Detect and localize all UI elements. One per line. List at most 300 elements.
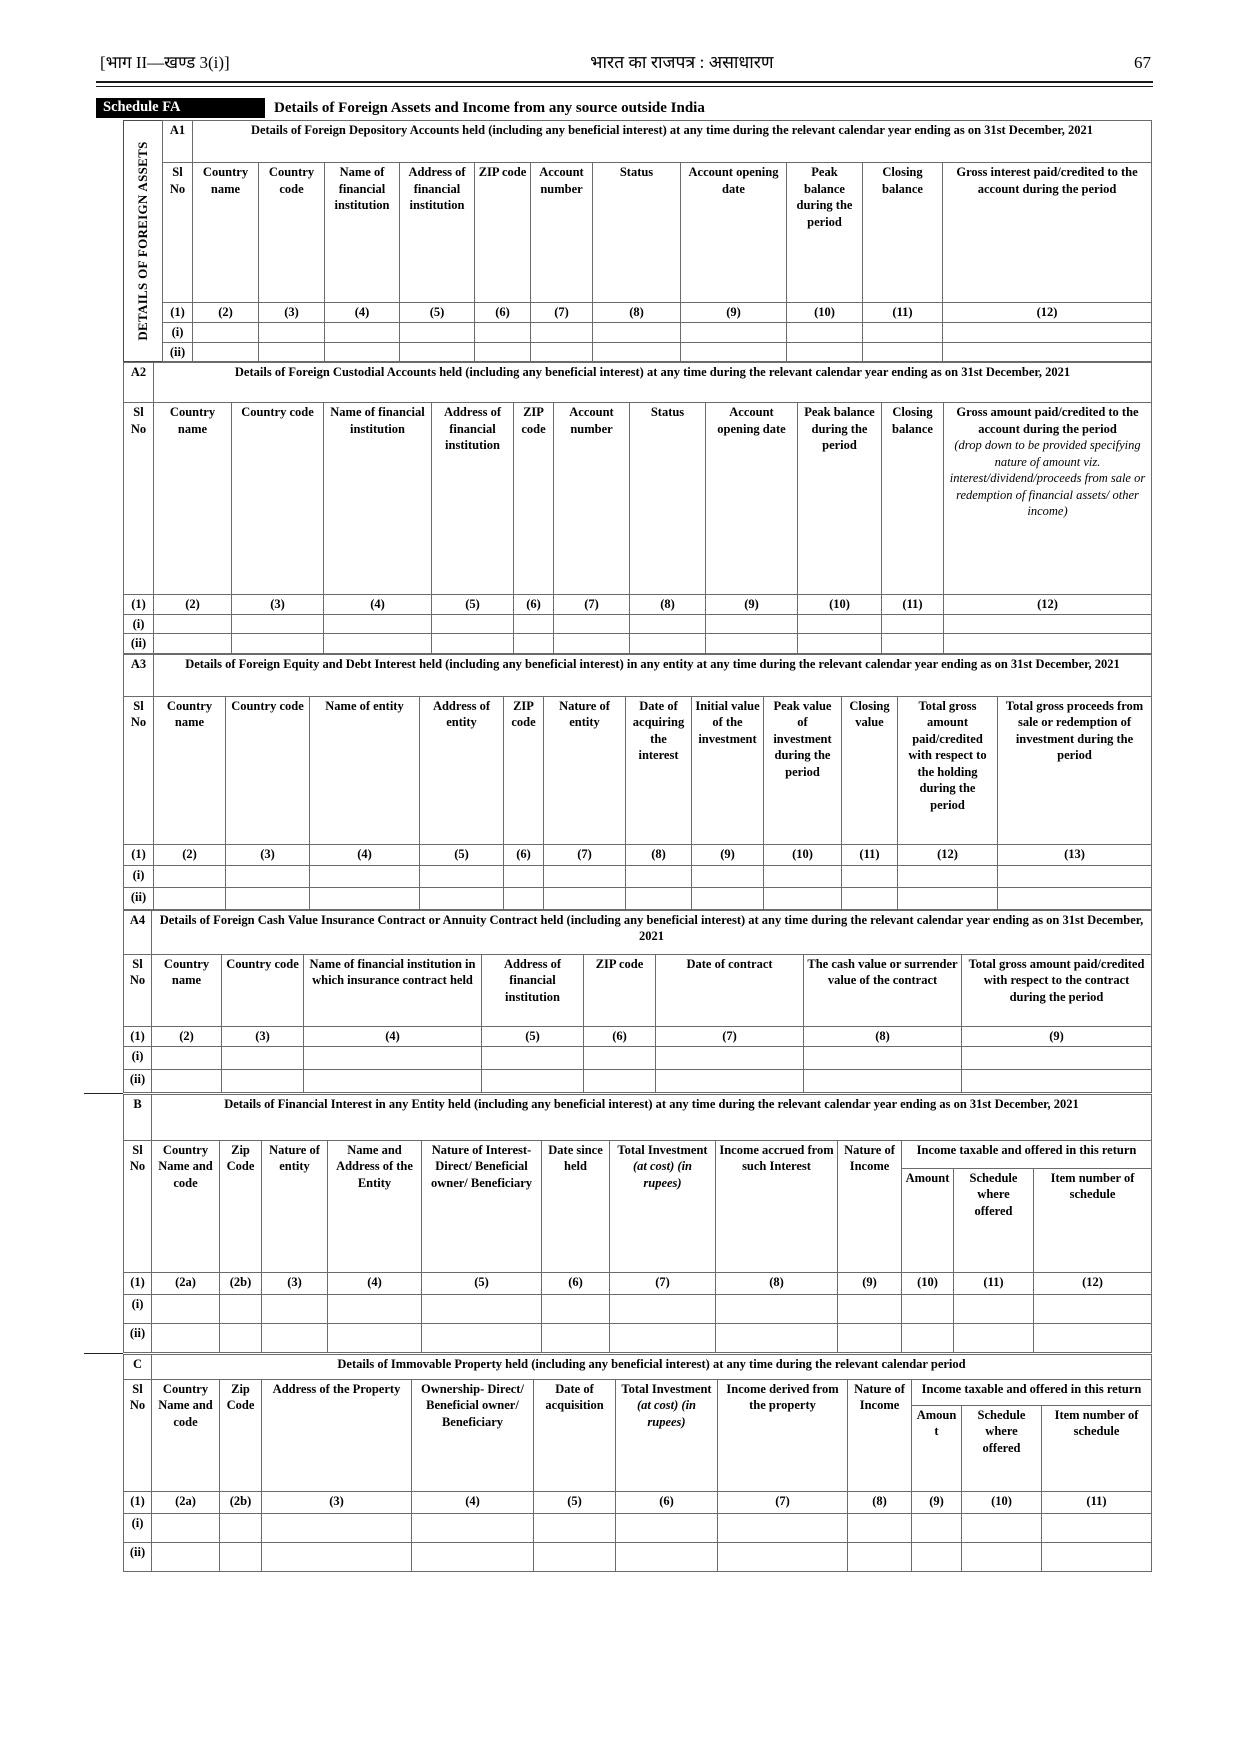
table-row: [124, 634, 1152, 654]
column-header-note: (at cost) (in rupees): [636, 1398, 697, 1429]
empty-cell: [193, 342, 259, 362]
empty-cell: [584, 1046, 656, 1069]
column-number: (8): [804, 1026, 962, 1046]
column-header: Account opening date: [706, 403, 798, 595]
column-header: Country code: [232, 403, 324, 595]
column-header: Gross interest paid/credited to the account during the period: [943, 163, 1152, 303]
column-header-text: Total Investment: [621, 1381, 712, 1396]
column-number: (11): [1042, 1491, 1152, 1513]
column-number: (1): [124, 1026, 152, 1046]
column-number: (9): [692, 844, 764, 865]
column-number: (5): [482, 1026, 584, 1046]
empty-cell: [420, 887, 504, 909]
empty-cell: [804, 1046, 962, 1069]
empty-cell: [304, 1046, 482, 1069]
column-header: ZIP code: [475, 163, 531, 303]
column-number: (2): [154, 595, 232, 615]
empty-cell: [324, 614, 432, 634]
empty-cell: [842, 865, 898, 887]
column-header-note: (at cost) (in rupees): [632, 1159, 693, 1190]
empty-cell: [764, 887, 842, 909]
empty-cell: [626, 887, 692, 909]
column-number: (8): [716, 1272, 838, 1294]
column-number: (3): [262, 1272, 328, 1294]
column-header: Address of financial institution: [432, 403, 514, 595]
column-header: Nature of Interest- Direct/ Beneficial owner/ Beneficiary: [422, 1140, 542, 1272]
empty-cell: [656, 1069, 804, 1092]
empty-cell: [154, 614, 232, 634]
schedule-heading: [96, 98, 1153, 118]
empty-cell: [902, 1294, 954, 1323]
empty-cell: [531, 323, 593, 343]
column-number: (2b): [220, 1491, 262, 1513]
column-header: Sl No: [124, 954, 152, 1026]
empty-cell: [422, 1323, 542, 1352]
column-header: [610, 1140, 716, 1272]
column-number: (9): [681, 303, 787, 323]
column-number: (11): [954, 1272, 1034, 1294]
empty-cell: [626, 865, 692, 887]
header-divider: [96, 81, 1153, 87]
column-header: Country code: [222, 954, 304, 1026]
column-header: The cash value or surrender value of the contract: [804, 954, 962, 1026]
column-number: (8): [593, 303, 681, 323]
column-number: (7): [718, 1491, 848, 1513]
empty-cell: [400, 342, 475, 362]
column-number: (8): [626, 844, 692, 865]
section-a2-label: A2: [124, 363, 154, 403]
column-number: (6): [616, 1491, 718, 1513]
column-header: Sl No: [124, 696, 154, 844]
table-c: [123, 1354, 1152, 1572]
column-number: (4): [325, 303, 400, 323]
column-number: (4): [328, 1272, 422, 1294]
table-b: [123, 1094, 1152, 1353]
empty-cell: [692, 865, 764, 887]
empty-cell: [787, 323, 863, 343]
empty-cell: [943, 342, 1152, 362]
column-header: Country Name and code: [152, 1140, 220, 1272]
table-row: [163, 323, 1152, 343]
column-number: (1): [124, 595, 154, 615]
column-number: (10): [902, 1272, 954, 1294]
column-number: (6): [475, 303, 531, 323]
empty-cell: [259, 342, 325, 362]
column-header: Date of acquiring the interest: [626, 696, 692, 844]
row-label: (ii): [124, 1323, 152, 1352]
empty-cell: [482, 1069, 584, 1092]
column-number: (3): [226, 844, 310, 865]
row-label: (i): [124, 1046, 152, 1069]
empty-cell: [328, 1323, 422, 1352]
empty-cell: [220, 1294, 262, 1323]
empty-cell: [764, 865, 842, 887]
table-a2: [123, 362, 1152, 654]
row-label: (i): [124, 865, 154, 887]
empty-cell: [848, 1513, 912, 1542]
column-header: Address of financial institution: [482, 954, 584, 1026]
empty-cell: [262, 1294, 328, 1323]
empty-cell: [944, 614, 1152, 634]
empty-cell: [962, 1069, 1152, 1092]
empty-cell: [616, 1542, 718, 1571]
column-number: (13): [998, 844, 1152, 865]
row-label: (i): [124, 614, 154, 634]
empty-cell: [962, 1513, 1042, 1542]
header-center-text: भारत का राजपत्र : असाधारण: [590, 52, 774, 72]
empty-cell: [325, 342, 400, 362]
empty-cell: [1042, 1513, 1152, 1542]
section-a4-label: A4: [124, 910, 152, 954]
column-number: (4): [324, 595, 432, 615]
column-number: (10): [962, 1491, 1042, 1513]
section-a2-title: Details of Foreign Custodial Accounts held (including any beneficial interest) at any time during the relevant calendar year ending as on 31st December, 2021: [154, 363, 1152, 403]
column-header-note: (drop down to be provided specifying nature of amount viz. interest/dividend/proceeds from sale or redemption of financial assets/ other income): [949, 438, 1146, 518]
empty-cell: [222, 1046, 304, 1069]
empty-cell: [504, 865, 544, 887]
empty-cell: [193, 323, 259, 343]
column-header: ZIP code: [584, 954, 656, 1026]
column-header: Nature of Income: [848, 1379, 912, 1491]
page-header: [0, 0, 1241, 74]
column-number: (2a): [152, 1272, 220, 1294]
column-number: (6): [514, 595, 554, 615]
empty-cell: [154, 865, 226, 887]
table-row: [124, 1323, 1152, 1352]
column-number: (5): [534, 1491, 616, 1513]
empty-cell: [220, 1542, 262, 1571]
column-header: Zip Code: [220, 1140, 262, 1272]
empty-cell: [544, 887, 626, 909]
column-number: (7): [610, 1272, 716, 1294]
column-header: Ownership- Direct/ Beneficial owner/ Beneficiary: [412, 1379, 534, 1491]
column-header: Total gross amount paid/credited with respect to the contract during the period: [962, 954, 1152, 1026]
column-header: Closing balance: [863, 163, 943, 303]
column-header: Account opening date: [681, 163, 787, 303]
empty-cell: [584, 1069, 656, 1092]
column-header: Nature of entity: [544, 696, 626, 844]
row-label: (ii): [124, 634, 154, 654]
column-header: Name of entity: [310, 696, 420, 844]
column-header: Peak value of investment during the period: [764, 696, 842, 844]
column-number: (8): [848, 1491, 912, 1513]
empty-cell: [898, 887, 998, 909]
empty-cell: [706, 634, 798, 654]
section-b-title: Details of Financial Interest in any Entity held (including any beneficial interest) at any time during the relevant calendar year ending as on 31st December, 2021: [152, 1094, 1152, 1140]
column-header: Country code: [259, 163, 325, 303]
empty-cell: [630, 634, 706, 654]
empty-cell: [681, 323, 787, 343]
empty-cell: [962, 1046, 1152, 1069]
column-number: (2): [154, 844, 226, 865]
empty-cell: [798, 614, 882, 634]
column-header: Name and Address of the Entity: [328, 1140, 422, 1272]
empty-cell: [692, 887, 764, 909]
column-number: (12): [944, 595, 1152, 615]
column-number: (2a): [152, 1491, 220, 1513]
column-header: Total gross amount paid/credited with respect to the holding during the period: [898, 696, 998, 844]
row-label: (ii): [124, 1542, 152, 1571]
column-number: (3): [262, 1491, 412, 1513]
empty-cell: [998, 865, 1152, 887]
column-number: (8): [630, 595, 706, 615]
empty-cell: [944, 634, 1152, 654]
empty-cell: [152, 1513, 220, 1542]
empty-cell: [716, 1294, 838, 1323]
empty-cell: [259, 323, 325, 343]
column-header: Name of financial institution: [324, 403, 432, 595]
empty-cell: [504, 887, 544, 909]
column-header: Total gross proceeds from sale or redemption of investment during the period: [998, 696, 1152, 844]
empty-cell: [630, 614, 706, 634]
column-header: Account number: [554, 403, 630, 595]
table-row: [163, 342, 1152, 362]
column-header: Initial value of the investment: [692, 696, 764, 844]
empty-cell: [542, 1294, 610, 1323]
column-group-header: Income taxable and offered in this return: [912, 1379, 1152, 1405]
column-subheader: Schedule where offered: [962, 1405, 1042, 1491]
row-label: (ii): [124, 1069, 152, 1092]
column-header: [944, 403, 1152, 595]
column-number: (2): [193, 303, 259, 323]
empty-cell: [838, 1323, 902, 1352]
column-header: Country code: [226, 696, 310, 844]
empty-cell: [954, 1294, 1034, 1323]
empty-cell: [534, 1513, 616, 1542]
column-header: Country name: [193, 163, 259, 303]
empty-cell: [718, 1513, 848, 1542]
column-header: Income accrued from such Interest: [716, 1140, 838, 1272]
empty-cell: [681, 342, 787, 362]
column-number: (10): [787, 303, 863, 323]
column-header: Address of entity: [420, 696, 504, 844]
column-number: (3): [222, 1026, 304, 1046]
column-number: (11): [842, 844, 898, 865]
empty-cell: [954, 1323, 1034, 1352]
empty-cell: [222, 1069, 304, 1092]
empty-cell: [475, 323, 531, 343]
column-header: Sl No: [124, 403, 154, 595]
table-row: [124, 614, 1152, 634]
column-number: (3): [259, 303, 325, 323]
schedule-fa-title: Details of Foreign Assets and Income from any source outside India: [274, 99, 705, 116]
empty-cell: [220, 1323, 262, 1352]
table-row: [124, 1542, 1152, 1571]
empty-cell: [962, 1542, 1042, 1571]
column-subheader: Schedule where offered: [954, 1168, 1034, 1272]
empty-cell: [912, 1513, 962, 1542]
empty-cell: [412, 1542, 534, 1571]
empty-cell: [220, 1513, 262, 1542]
empty-cell: [787, 342, 863, 362]
column-number: (4): [412, 1491, 534, 1513]
table-row: [124, 1513, 1152, 1542]
column-number: (1): [163, 303, 193, 323]
column-header: Closing balance: [882, 403, 944, 595]
row-label: (i): [163, 323, 193, 343]
column-header: Sl No: [124, 1379, 152, 1491]
column-header: Name of financial institution in which insurance contract held: [304, 954, 482, 1026]
empty-cell: [544, 865, 626, 887]
column-number: (12): [943, 303, 1152, 323]
column-header: ZIP code: [514, 403, 554, 595]
table-a3: [123, 654, 1152, 910]
empty-cell: [482, 1046, 584, 1069]
empty-cell: [838, 1294, 902, 1323]
column-header: Sl No: [124, 1140, 152, 1272]
column-number: (10): [798, 595, 882, 615]
section-a1-title: Details of Foreign Depository Accounts held (including any beneficial interest) at any time during the relevant calendar year ending as on 31st December, 2021: [193, 121, 1152, 163]
column-header: Account number: [531, 163, 593, 303]
empty-cell: [432, 614, 514, 634]
empty-cell: [718, 1542, 848, 1571]
empty-cell: [310, 887, 420, 909]
header-left-text: [भाग II—खण्ड 3(i)]: [100, 53, 230, 72]
column-number: (7): [531, 303, 593, 323]
sidebar-vertical-label: DETAILS OF FOREIGN ASSETS: [134, 141, 150, 341]
column-header: Date of contract: [656, 954, 804, 1026]
empty-cell: [531, 342, 593, 362]
empty-cell: [232, 634, 324, 654]
column-subheader: Item number of schedule: [1042, 1405, 1152, 1491]
column-number: (6): [542, 1272, 610, 1294]
column-number: (11): [882, 595, 944, 615]
section-a3-title: Details of Foreign Equity and Debt Interest held (including any beneficial interest) in any entity at any time during the relevant calendar year ending as on 31st December, 2021: [154, 654, 1152, 696]
column-header: Date since held: [542, 1140, 610, 1272]
column-subheader: Item number of schedule: [1034, 1168, 1152, 1272]
empty-cell: [152, 1294, 220, 1323]
column-header: Country name: [152, 954, 222, 1026]
margin-tick: [84, 1093, 123, 1094]
column-header: Peak balance during the period: [798, 403, 882, 595]
column-number: (6): [504, 844, 544, 865]
column-header: Date of acquisition: [534, 1379, 616, 1491]
empty-cell: [152, 1069, 222, 1092]
table-a1: [162, 120, 1152, 362]
section-a4-title: Details of Foreign Cash Value Insurance Contract or Annuity Contract held (including any beneficial interest) at any time during the relevant calendar year ending as on 31st December, 2021: [152, 910, 1152, 954]
empty-cell: [610, 1294, 716, 1323]
column-header: Status: [593, 163, 681, 303]
empty-cell: [226, 865, 310, 887]
column-header: Country name: [154, 403, 232, 595]
column-header: Peak balance during the period: [787, 163, 863, 303]
column-header: ZIP code: [504, 696, 544, 844]
empty-cell: [656, 1046, 804, 1069]
table-a4: [123, 910, 1152, 1093]
column-number: (9): [706, 595, 798, 615]
column-number: (5): [400, 303, 475, 323]
empty-cell: [542, 1323, 610, 1352]
column-number: (9): [962, 1026, 1152, 1046]
column-header: Address of financial institution: [400, 163, 475, 303]
empty-cell: [882, 634, 944, 654]
empty-cell: [912, 1542, 962, 1571]
empty-cell: [262, 1323, 328, 1352]
sidebar-cell: [123, 120, 162, 362]
empty-cell: [554, 634, 630, 654]
column-number: (10): [764, 844, 842, 865]
column-number: (2b): [220, 1272, 262, 1294]
column-number: (4): [310, 844, 420, 865]
empty-cell: [616, 1513, 718, 1542]
column-header: Zip Code: [220, 1379, 262, 1491]
empty-cell: [798, 634, 882, 654]
empty-cell: [324, 634, 432, 654]
empty-cell: [998, 887, 1152, 909]
column-header: Country Name and code: [152, 1379, 220, 1491]
column-number: (1): [124, 1272, 152, 1294]
empty-cell: [232, 614, 324, 634]
column-header-text: Gross amount paid/credited to the account during the period: [956, 405, 1139, 436]
empty-cell: [400, 323, 475, 343]
column-number: (2): [152, 1026, 222, 1046]
row-label: (ii): [163, 342, 193, 362]
section-a3-label: A3: [124, 654, 154, 696]
column-subheader: Amount: [902, 1168, 954, 1272]
empty-cell: [304, 1069, 482, 1092]
column-header: Address of the Property: [262, 1379, 412, 1491]
column-header: Status: [630, 403, 706, 595]
column-number: (5): [432, 595, 514, 615]
empty-cell: [943, 323, 1152, 343]
schedule-fa-body: [123, 120, 1152, 1572]
empty-cell: [475, 342, 531, 362]
empty-cell: [804, 1069, 962, 1092]
empty-cell: [848, 1542, 912, 1571]
table-row: [124, 865, 1152, 887]
empty-cell: [610, 1323, 716, 1352]
column-number: (7): [544, 844, 626, 865]
empty-cell: [262, 1513, 412, 1542]
column-number: (7): [656, 1026, 804, 1046]
column-number: (6): [584, 1026, 656, 1046]
column-number: (12): [1034, 1272, 1152, 1294]
column-number: (1): [124, 1491, 152, 1513]
empty-cell: [706, 614, 798, 634]
column-header: Sl No: [163, 163, 193, 303]
column-number: (4): [304, 1026, 482, 1046]
empty-cell: [328, 1294, 422, 1323]
empty-cell: [432, 634, 514, 654]
empty-cell: [1034, 1323, 1152, 1352]
table-row: [124, 1046, 1152, 1069]
empty-cell: [554, 614, 630, 634]
column-number: (9): [912, 1491, 962, 1513]
empty-cell: [152, 1046, 222, 1069]
column-header: Nature of Income: [838, 1140, 902, 1272]
column-number: (7): [554, 595, 630, 615]
section-a1-label: A1: [163, 121, 193, 163]
column-header: Name of financial institution: [325, 163, 400, 303]
column-number: (12): [898, 844, 998, 865]
empty-cell: [1042, 1542, 1152, 1571]
column-number: (5): [420, 844, 504, 865]
table-row: [124, 1069, 1152, 1092]
empty-cell: [1034, 1294, 1152, 1323]
section-c-title: Details of Immovable Property held (including any beneficial interest) at any time during the relevant calendar period: [152, 1354, 1152, 1379]
empty-cell: [226, 887, 310, 909]
page-number: 67: [1134, 53, 1151, 72]
empty-cell: [863, 342, 943, 362]
column-number: (9): [838, 1272, 902, 1294]
table-row: [124, 1294, 1152, 1323]
empty-cell: [420, 865, 504, 887]
empty-cell: [534, 1542, 616, 1571]
section-b-label: B: [124, 1094, 152, 1140]
column-header-text: Total Investment: [617, 1142, 708, 1157]
column-number: (11): [863, 303, 943, 323]
empty-cell: [863, 323, 943, 343]
